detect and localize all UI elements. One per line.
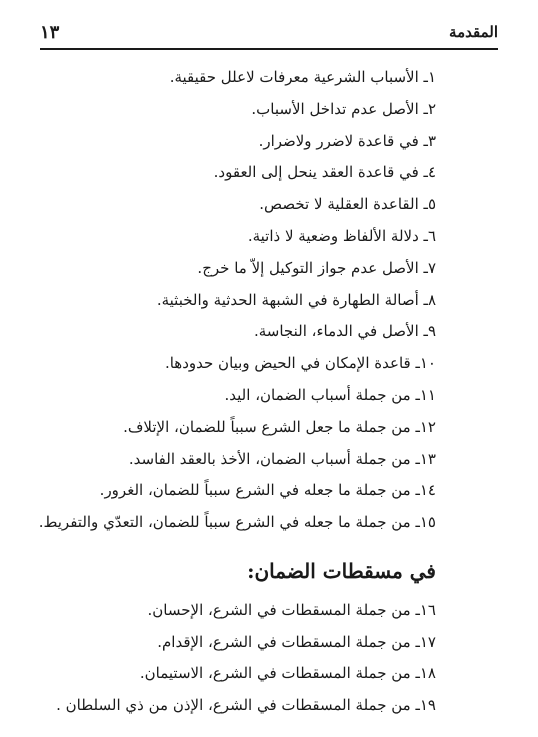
- exemptions-list: [40, 595, 436, 721]
- list-item: ١٩ـ من جملة المسقطات في الشرع، الإذن من ذي السلطان .: [56, 695, 436, 714]
- list-item: ٥ـ القاعدة العقلية لا تخصص.: [259, 195, 436, 214]
- running-header-title: المقدمة: [449, 23, 498, 41]
- list-item: ٢ـ الأصل عدم تداخل الأسباب.: [251, 99, 436, 118]
- list-item: ١١ـ من جملة أسباب الضمان، اليد.: [224, 385, 436, 404]
- list-item: ٣ـ في قاعدة لاضرر ولاضرار.: [258, 131, 436, 150]
- list-item: ٧ـ الأصل عدم جواز التوكيل إلاّ ما خرج.: [197, 258, 436, 277]
- header-rule: [40, 48, 498, 50]
- list-item: ١٢ـ من جملة ما جعل الشرع سبباً للضمان، الإتلاف.: [123, 417, 436, 436]
- list-item: ٨ـ أصالة الطهارة في الشبهة الحدثية والخبثية.: [156, 290, 436, 309]
- list-item: ١٨ـ من جملة المسقطات في الشرع، الاستيمان.: [139, 664, 436, 682]
- list-item: ١ـ الأسباب الشرعية معرفات لاعلل حقيقية.: [169, 68, 436, 86]
- list-item: ١٤ـ من جملة ما جعله في الشرع سبباً للضمان، الغرور.: [99, 481, 436, 500]
- list-item: ١٧ـ من جملة المسقطات في الشرع، الإقدام.: [157, 632, 436, 651]
- list-item: ١٥ـ من جملة ما جعله في الشرع سبباً للضمان، التعدّي والتفريط.: [38, 513, 436, 532]
- list-item: ١٣ـ من جملة أسباب الضمان، الأخذ بالعقد الفاسد.: [128, 449, 436, 468]
- list-item: ١٠ـ قاعدة الإمكان في الحيض وبيان حدودها.: [164, 354, 436, 373]
- page-header: [40, 18, 498, 46]
- list-item: ٤ـ في قاعدة العقد ينحل إلى العقود.: [213, 163, 436, 182]
- list-item: ١٦ـ من جملة المسقطات في الشرع، الإحسان.: [147, 601, 436, 619]
- section-heading: في مسقطات الضمان:: [247, 559, 436, 583]
- list-item: ٩ـ الأصل في الدماء، النجاسة.: [253, 322, 436, 341]
- rules-list: [40, 62, 436, 539]
- list-item: ٦ـ دلالة الألفاظ وضعية لا ذاتية.: [247, 226, 436, 245]
- page-number: ١٣: [40, 22, 60, 43]
